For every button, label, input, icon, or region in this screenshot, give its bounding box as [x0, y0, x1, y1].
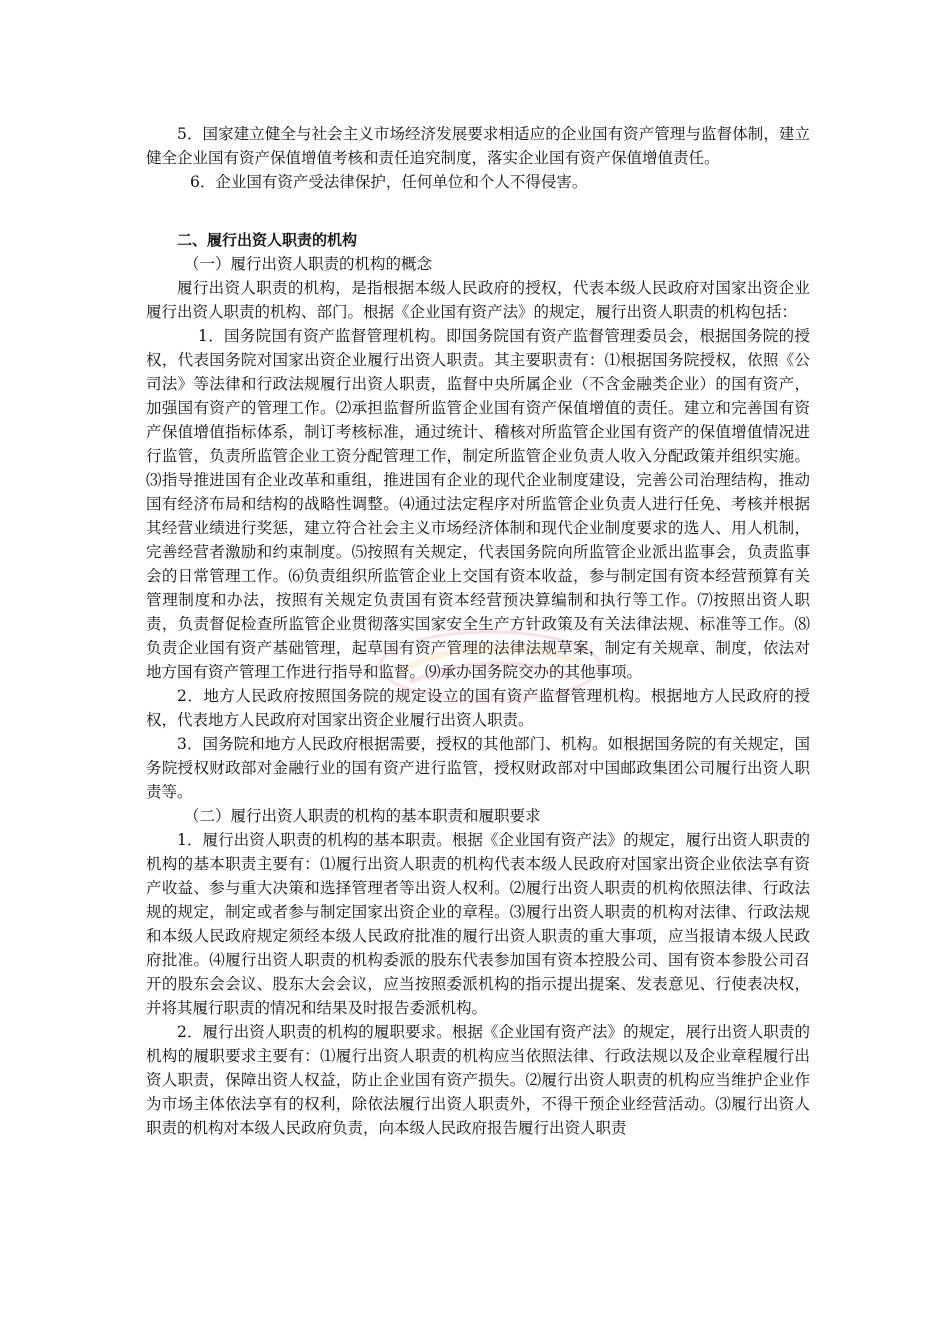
- section-heading: 二、履行出资人职责的机构: [177, 231, 358, 249]
- paragraph-concept: 履行出资人职责的机构，是指根据本级人民政府的授权，代表本级人民政府对国家出资企业履行出资人职责的机构、部门。根据《企业国有资产法》的规定，履行出资人职责的机构包括：: [146, 279, 810, 321]
- paragraph-duty-1: 1．履行出资人职责的机构的基本职责。根据《企业国有资产法》的规定，履行出资人职责的机构的基本职责主要有：⑴履行出资人职责的机构代表本级人民政府对国家出资企业依法享有资产收益、参与重大决策和选择管理者等出资人权利。⑵履行出资人职责的机构依照法律、行政法规的规定，制定或者参与制定国家出资企业的章程。⑶履行出资人职责的机构对法律、行政法规和本级人民政府规定须经本级人民政府批准的履行出资人职责的重大事项，应当报请本级人民政府批准。⑷履行出资人职责的机构委派的股东代表参加国有资本控股公司、国有资本参股公司召开的股东会会议、股东大会会议，应当按照委派机构的指示提出提案、发表意见、行使表决权，并将其履行职责的情况和结果及时报告委派机构。: [146, 831, 810, 1017]
- paragraph-org-2: 2．地方人民政府按照国务院的规定设立的国有资产监督管理机构。根据地方人民政府的授权，代表地方人民政府对国家出资企业履行出资人职责。: [146, 687, 810, 729]
- paragraph-duty-2: 2．履行出资人职责的机构的履职要求。根据《企业国有资产法》的规定，展行出资人职责的机构的履职要求主要有：⑴履行出资人职责的机构应当依照法律、行政法规以及企业章程履行出资人职责，保障出资人权益，防止企业国有资产损失。⑵履行出资人职责的机构应当维护企业作为市场主体依法享有的权利，除依法履行出资人职责外，不得干预企业经营活动。⑶履行出资人职责的机构对本级人民政府负责，向本级人民政府报告履行出资人职责: [146, 1023, 810, 1137]
- paragraph-org-1: 1．国务院国有资产监督管理机构。即国务院国有资产监督管理委员会，根据国务院的授权，代表国务院对国家出资企业履行出资人职责。其主要职责有：⑴根据国务院授权，依照《公司法》等法律和行政法规履行出资人职责，监督中央所属企业（不含金融类企业）的国有资产，加强国有资产的管理工作。⑵承担监督所监管企业国有资产保值增值的责任。建立和完善国有资产保值增值指标体系，制订考核标准，通过统计、稽核对所监管企业国有资产的保值增值情况进行监管，负责所监管企业工资分配管理工作，制定所监管企业负责人收入分配政策并组织实施。⑶指导推进国有企业改革和重组，推进国有企业的现代企业制度建设，完善公司治理结构，推动国有经济布局和结构的战略性调整。⑷通过法定程序对所监管企业负责人进行任免、考核并根据其经营业绩进行奖惩，建立符合社会主义市场经济体制和现代企业制度要求的选人、用人机制，完善经营者激励和约束制度。⑸按照有关规定，代表国务院向所监管企业派出监事会，负责监事会的日常管理工作。⑹负责组织所监管企业上交国有资本收益，参与制定国有资本经营预算有关管理制度和办法，按照有关规定负责国有资本经营预决算编制和执行等工作。⑺按照出资人职责，负责督促检查所监管企业贯彻落实国家安全生产方针政策及有关法律法规、标准等工作。⑻负责企业国有资产基础管理，起草国有资产管理的法律法规草案，制定有关规章、制度，依法对地方国有资产管理工作进行指导和监督。⑼承办国务院交办的其他事项。: [146, 327, 810, 681]
- document-body: [146, 122, 810, 1140]
- subsection-heading-1: （一）履行出资人职责的机构的概念: [184, 255, 433, 273]
- paragraph-item-5: 5．国家建立健全与社会主义市场经济发展要求相适应的企业国有资产管理与监督体制，建立健全企业国有资产保值增值考核和责任追究制度，落实企业国有资产保值增值责任。: [146, 125, 810, 167]
- paragraph-org-3: 3．国务院和地方人民政府根据需要，授权的其他部门、机构。如根据国务院的有关规定，国务院授权财政部对金融行业的国有资产进行监管，授权财政部对中国邮政集团公司履行出资人职责等。: [146, 735, 810, 801]
- paragraph-item-6: 6．企业国有资产受法律保护，任何单位和个人不得侵害。: [190, 173, 588, 191]
- subsection-heading-2: （二）履行出资人职责的机构的基本职责和履职要求: [184, 807, 541, 825]
